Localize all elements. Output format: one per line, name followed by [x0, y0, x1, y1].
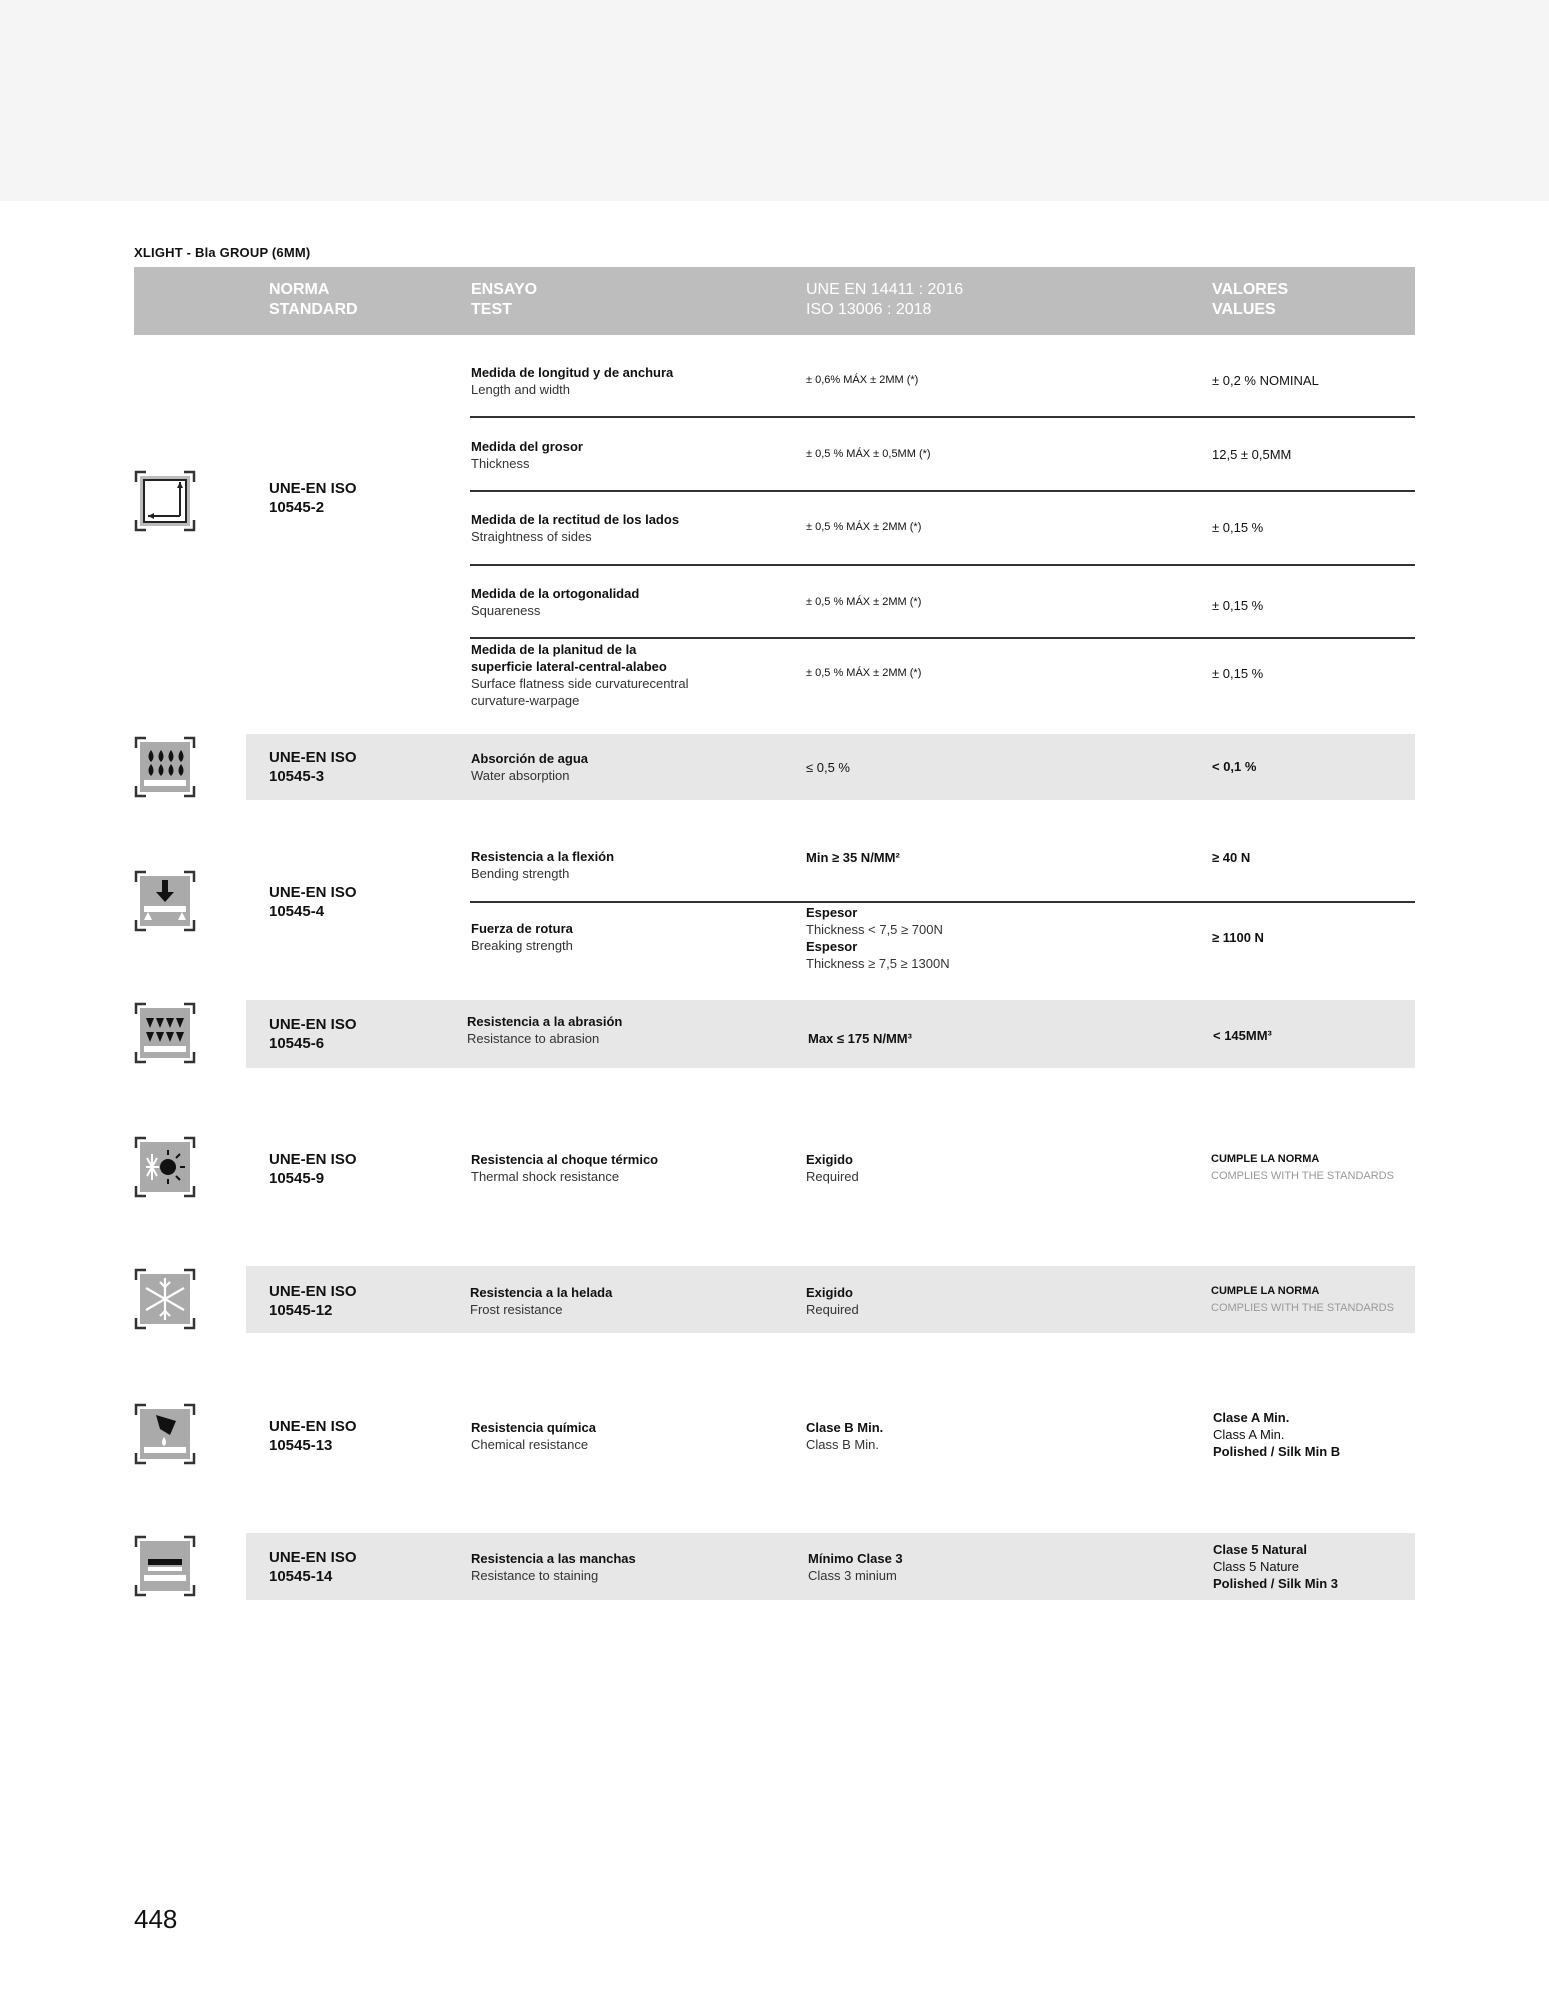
test-name: [471, 641, 689, 709]
test-name-en: Length and width: [471, 382, 571, 397]
test-name-en: Surface flatness side curvaturecentral: [471, 676, 689, 691]
standard-number: 10545-4: [269, 903, 325, 920]
value-line: Polished / Silk Min B: [1213, 1444, 1341, 1459]
header-test-label: TEST: [471, 301, 512, 318]
standard-label: [269, 748, 357, 786]
standard-name: UNE-EN ISO: [269, 480, 357, 497]
header-ensayo-label: ENSAYO: [471, 281, 538, 298]
value: ± 0,2 % NOMINAL: [1212, 373, 1319, 388]
requirement: ± 0,5 % MÁX ± 2MM (*): [806, 596, 922, 608]
value: [1211, 1151, 1394, 1185]
test-name: [467, 1013, 622, 1047]
test-name-en: Resistance to abrasion: [467, 1031, 600, 1046]
test-name-en: Water absorption: [471, 768, 570, 783]
requirement-line: Thickness < 7,5 ≥ 700N: [806, 922, 943, 937]
value: ± 0,15 %: [1212, 520, 1264, 535]
test-name-en: Thickness: [471, 456, 530, 471]
value: ≥ 40 N: [1212, 850, 1251, 865]
standard-name: UNE-EN ISO: [269, 884, 357, 901]
requirement: [806, 1284, 859, 1318]
requirement-line: Exigido: [806, 1152, 853, 1167]
requirement: ± 0,6% MÁX ± 2MM (*): [806, 374, 919, 386]
header-standard-label: STANDARD: [269, 301, 358, 318]
value: ≥ 1100 N: [1212, 930, 1264, 945]
test-name-en: Resistance to staining: [471, 1568, 599, 1583]
test-name-en: Frost resistance: [470, 1302, 563, 1317]
header-valores-label: VALORES: [1212, 281, 1289, 298]
test-name-es: Medida del grosor: [471, 439, 583, 454]
standard-label: [269, 1282, 357, 1320]
test-name: [471, 511, 679, 545]
value-line: Clase A Min.: [1213, 1410, 1290, 1425]
standard-name: UNE-EN ISO: [269, 1016, 357, 1033]
test-name: [471, 920, 573, 954]
standard-number: 10545-12: [269, 1302, 333, 1319]
thermal-shock-icon: [134, 1136, 196, 1198]
header-norms: [806, 280, 963, 320]
value: < 145MM³: [1213, 1028, 1272, 1043]
standard-name: UNE-EN ISO: [269, 1418, 357, 1435]
test-name-es: Fuerza de rotura: [471, 921, 573, 936]
test-name: [471, 438, 583, 472]
staining-icon: [134, 1535, 196, 1597]
table-caption: XLIGHT - Bla GROUP (6MM): [134, 245, 311, 260]
standard-number: 10545-2: [269, 499, 325, 516]
requirement-line: Required: [806, 1302, 859, 1317]
standard-name: UNE-EN ISO: [269, 1151, 357, 1168]
header-norma-label: NORMA: [269, 281, 330, 298]
value: [1211, 1283, 1394, 1317]
test-name-es: Resistencia química: [471, 1420, 596, 1435]
requirement-line: Class B Min.: [806, 1437, 879, 1452]
requirement: [808, 1550, 903, 1584]
requirement-line: Espesor: [806, 939, 858, 954]
test-name: [471, 1550, 636, 1584]
standard-number: 10545-13: [269, 1437, 333, 1454]
value: ± 0,15 %: [1212, 598, 1264, 613]
value-line: COMPLIES WITH THE STANDARDS: [1211, 1170, 1394, 1182]
test-name-en: Thermal shock resistance: [471, 1169, 620, 1184]
requirement: ± 0,5 % MÁX ± 2MM (*): [806, 521, 922, 533]
requirement: [806, 1419, 883, 1453]
standard-label: [269, 479, 357, 517]
standard-label: [269, 1548, 357, 1586]
standard-label: [269, 1150, 357, 1188]
value: [1213, 1409, 1340, 1460]
test-name-es: Resistencia a la flexión: [471, 849, 615, 864]
value-line: Polished / Silk Min 3: [1213, 1576, 1338, 1591]
test-name-es: Medida de la planitud de la: [471, 642, 637, 657]
standard-name: UNE-EN ISO: [269, 749, 357, 766]
value: 12,5 ± 0,5MM: [1212, 447, 1292, 462]
test-name-es: Resistencia a las manchas: [471, 1551, 636, 1566]
test-name-en: Squareness: [471, 603, 541, 618]
test-name: [471, 364, 673, 398]
value: ± 0,15 %: [1212, 666, 1264, 681]
standard-label: [269, 1417, 357, 1455]
requirement: ± 0,5 % MÁX ± 2MM (*): [806, 667, 922, 679]
header-iso-label: ISO 13006 : 2018: [806, 301, 932, 318]
standard-number: 10545-9: [269, 1170, 325, 1187]
standard-number: 10545-14: [269, 1568, 333, 1585]
value-line: Clase 5 Natural: [1213, 1542, 1307, 1557]
top-band: [0, 0, 1549, 201]
requirement-line: Mínimo Clase 3: [808, 1551, 903, 1566]
requirement-line: Clase B Min.: [806, 1420, 884, 1435]
test-name: [471, 750, 588, 784]
value-line: Class 5 Nature: [1213, 1559, 1299, 1574]
test-name-es: Resistencia a la abrasión: [467, 1014, 623, 1029]
standard-number: 10545-6: [269, 1035, 325, 1052]
standard-number: 10545-3: [269, 768, 325, 785]
standard-label: [269, 883, 357, 921]
requirement-line: Required: [806, 1169, 859, 1184]
test-name: [470, 1284, 612, 1318]
test-name-en: Bending strength: [471, 866, 570, 881]
requirement-line: Espesor: [806, 905, 858, 920]
standard-name: UNE-EN ISO: [269, 1549, 357, 1566]
test-name-en: Chemical resistance: [471, 1437, 589, 1452]
test-name-en: curvature-warpage: [471, 693, 580, 708]
standard-name: UNE-EN ISO: [269, 1283, 357, 1300]
frost-icon: [134, 1268, 196, 1330]
test-name: [471, 1419, 596, 1453]
page-number: 448: [134, 1904, 178, 1934]
test-name: [471, 585, 639, 619]
row-separator: [470, 490, 1415, 492]
test-name: [471, 1151, 658, 1185]
header-valores: [1212, 280, 1288, 320]
test-name-es: Resistencia al choque térmico: [471, 1152, 659, 1167]
row-separator: [470, 637, 1415, 639]
value-line: COMPLIES WITH THE STANDARDS: [1211, 1302, 1394, 1314]
requirement-line: Class 3 minium: [808, 1568, 897, 1583]
row-separator: [470, 901, 1415, 903]
value: < 0,1 %: [1212, 759, 1257, 774]
test-name-es: Resistencia a la helada: [470, 1285, 613, 1300]
test-name-es: superficie lateral-central-alabeo: [471, 659, 667, 674]
requirement: [806, 904, 950, 972]
requirement-line: Thickness ≥ 7,5 ≥ 1300N: [806, 956, 950, 971]
standard-label: [269, 1015, 357, 1053]
test-name-es: Medida de longitud y de anchura: [471, 365, 674, 380]
row-separator: [470, 416, 1415, 418]
test-name-es: Absorción de agua: [471, 751, 589, 766]
test-name-en: Breaking strength: [471, 938, 573, 953]
value-line: CUMPLE LA NORMA: [1211, 1153, 1320, 1165]
test-name-es: Medida de la ortogonalidad: [471, 586, 640, 601]
requirement: Min ≥ 35 N/MM²: [806, 850, 900, 865]
header-une-en-label: UNE EN 14411 : 2016: [806, 281, 964, 298]
requirement: [806, 1151, 859, 1185]
dimensions-icon: [134, 470, 196, 532]
chemical-icon: [134, 1403, 196, 1465]
header-ensayo: [471, 280, 537, 320]
value: [1213, 1541, 1338, 1592]
value-line: Class A Min.: [1213, 1427, 1285, 1442]
requirement: Max ≤ 175 N/MM³: [808, 1031, 912, 1046]
water-drops-icon: [134, 736, 196, 798]
value-line: CUMPLE LA NORMA: [1211, 1285, 1320, 1297]
requirement: ± 0,5 % MÁX ± 0,5MM (*): [806, 448, 931, 460]
test-name-es: Medida de la rectitud de los lados: [471, 512, 680, 527]
table-header: [134, 267, 1415, 335]
bending-load-icon: [134, 870, 196, 932]
requirement-line: Exigido: [806, 1285, 853, 1300]
test-name: [471, 848, 614, 882]
requirement: ≤ 0,5 %: [806, 760, 850, 775]
row-separator: [470, 564, 1415, 566]
header-values-label: VALUES: [1212, 301, 1276, 318]
header-norma: [269, 280, 358, 320]
test-name-en: Straightness of sides: [471, 529, 592, 544]
abrasion-icon: [134, 1002, 196, 1064]
